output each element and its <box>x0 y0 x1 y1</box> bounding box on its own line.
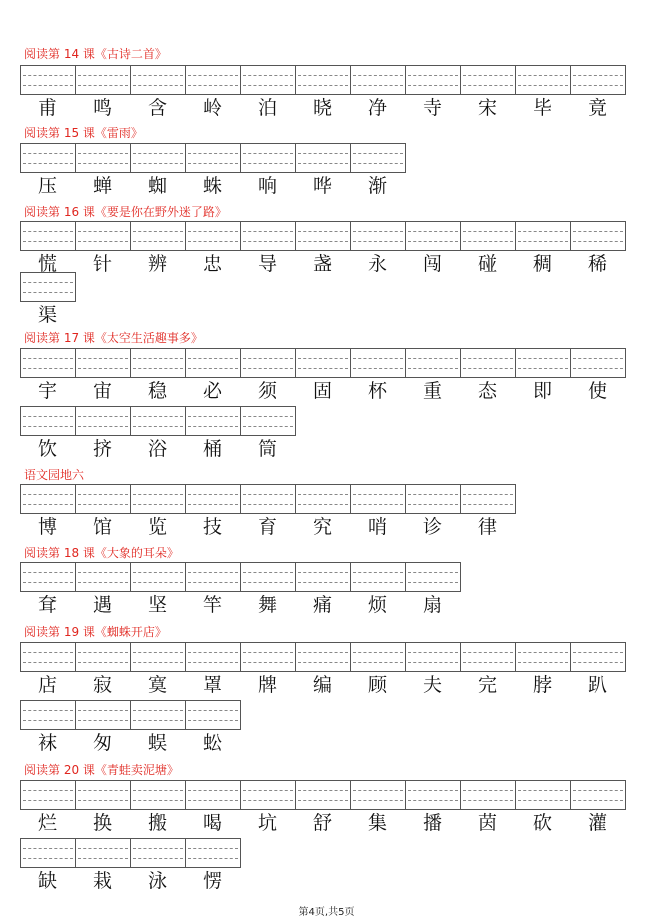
hanzi-character: 搬 <box>147 812 167 834</box>
writing-box[interactable] <box>130 348 186 378</box>
writing-box[interactable] <box>240 484 296 514</box>
writing-box[interactable] <box>130 642 186 672</box>
hanzi-character: 蚣 <box>202 732 222 754</box>
writing-box[interactable] <box>350 348 406 378</box>
hanzi-character: 浴 <box>147 438 167 460</box>
hanzi-character: 喝 <box>202 812 222 834</box>
hanzi-character: 泊 <box>257 97 277 119</box>
hanzi-character: 愣 <box>202 870 222 892</box>
writing-box[interactable] <box>20 562 76 592</box>
hanzi-character: 稳 <box>147 380 167 402</box>
writing-box[interactable] <box>350 65 406 95</box>
hanzi-character: 烂 <box>37 812 57 834</box>
writing-box[interactable] <box>240 221 296 251</box>
writing-box[interactable] <box>130 780 186 810</box>
writing-box[interactable] <box>20 700 76 730</box>
writing-box[interactable] <box>570 780 626 810</box>
writing-box[interactable] <box>20 221 76 251</box>
character-row <box>20 175 405 197</box>
hanzi-character: 烦 <box>367 594 387 616</box>
hanzi-character: 渠 <box>37 304 57 326</box>
hanzi-character: 袜 <box>37 732 57 754</box>
hanzi-character: 哨 <box>367 516 387 538</box>
hanzi-character: 扇 <box>422 594 442 616</box>
hanzi-character: 编 <box>312 674 332 696</box>
writing-box[interactable] <box>130 221 186 251</box>
writing-box[interactable] <box>515 65 571 95</box>
hanzi-character: 甫 <box>37 97 57 119</box>
writing-box[interactable] <box>75 143 131 173</box>
writing-box[interactable] <box>75 406 131 436</box>
hanzi-character: 净 <box>367 97 387 119</box>
hanzi-character: 碰 <box>477 253 497 275</box>
hanzi-character: 针 <box>92 253 112 275</box>
writing-box[interactable] <box>75 642 131 672</box>
writing-box[interactable] <box>240 143 296 173</box>
writing-box[interactable] <box>295 348 351 378</box>
hanzi-character: 牌 <box>257 674 277 696</box>
hanzi-character: 毕 <box>532 97 552 119</box>
writing-grid-row <box>20 700 240 730</box>
writing-box[interactable] <box>185 700 241 730</box>
writing-box[interactable] <box>405 484 461 514</box>
writing-box[interactable] <box>570 221 626 251</box>
hanzi-character: 宋 <box>477 97 497 119</box>
lesson-title: 阅读第 16 课《要是你在野外迷了路》 <box>24 205 227 219</box>
character-row <box>20 253 625 275</box>
writing-box[interactable] <box>350 562 406 592</box>
writing-box[interactable] <box>185 65 241 95</box>
hanzi-character: 盏 <box>312 253 332 275</box>
hanzi-character: 竟 <box>587 97 607 119</box>
lesson-title: 阅读第 17 课《太空生活趣事多》 <box>24 331 203 345</box>
writing-box[interactable] <box>295 562 351 592</box>
writing-box[interactable] <box>515 642 571 672</box>
writing-box[interactable] <box>185 221 241 251</box>
writing-box[interactable] <box>460 221 516 251</box>
writing-box[interactable] <box>20 65 76 95</box>
writing-box[interactable] <box>295 780 351 810</box>
writing-grid-row <box>20 143 405 173</box>
writing-box[interactable] <box>185 642 241 672</box>
writing-grid-row <box>20 348 625 378</box>
hanzi-character: 匆 <box>92 732 112 754</box>
writing-box[interactable] <box>185 838 241 868</box>
writing-grid-row <box>20 780 625 810</box>
writing-grid-row <box>20 642 625 672</box>
character-row <box>20 674 625 696</box>
writing-box[interactable] <box>240 642 296 672</box>
hanzi-character: 蛛 <box>202 175 222 197</box>
hanzi-character: 完 <box>477 674 497 696</box>
writing-box[interactable] <box>350 642 406 672</box>
writing-box[interactable] <box>75 348 131 378</box>
hanzi-character: 脖 <box>532 674 552 696</box>
writing-grid-row <box>20 484 515 514</box>
writing-box[interactable] <box>295 65 351 95</box>
writing-grid-row <box>20 65 625 95</box>
hanzi-character: 律 <box>477 516 497 538</box>
writing-box[interactable] <box>20 642 76 672</box>
writing-box[interactable] <box>240 348 296 378</box>
writing-box[interactable] <box>570 348 626 378</box>
hanzi-character: 遇 <box>92 594 112 616</box>
character-row <box>20 438 295 460</box>
writing-box[interactable] <box>350 143 406 173</box>
writing-box[interactable] <box>405 348 461 378</box>
writing-box[interactable] <box>75 838 131 868</box>
hanzi-character: 诊 <box>422 516 442 538</box>
hanzi-character: 固 <box>312 380 332 402</box>
character-row <box>20 97 625 119</box>
writing-box[interactable] <box>515 348 571 378</box>
hanzi-character: 坑 <box>257 812 277 834</box>
writing-box[interactable] <box>20 838 76 868</box>
hanzi-character: 技 <box>202 516 222 538</box>
hanzi-character: 慌 <box>37 253 57 275</box>
hanzi-character: 响 <box>257 175 277 197</box>
hanzi-character: 宙 <box>92 380 112 402</box>
page-footer: 第4页,共5页 <box>298 907 355 918</box>
writing-box[interactable] <box>240 562 296 592</box>
writing-box[interactable] <box>570 642 626 672</box>
hanzi-character: 换 <box>92 812 112 834</box>
writing-box[interactable] <box>185 348 241 378</box>
hanzi-character: 究 <box>312 516 332 538</box>
writing-box[interactable] <box>20 780 76 810</box>
writing-box[interactable] <box>185 406 241 436</box>
hanzi-character: 辨 <box>147 253 167 275</box>
hanzi-character: 栽 <box>92 870 112 892</box>
hanzi-character: 岭 <box>202 97 222 119</box>
writing-box[interactable] <box>185 484 241 514</box>
hanzi-character: 导 <box>257 253 277 275</box>
writing-box[interactable] <box>570 65 626 95</box>
lesson-title: 阅读第 18 课《大象的耳朵》 <box>24 546 179 560</box>
hanzi-character: 寞 <box>147 674 167 696</box>
writing-box[interactable] <box>130 838 186 868</box>
lesson-title: 阅读第 20 课《青蛙卖泥塘》 <box>24 763 179 777</box>
writing-box[interactable] <box>350 780 406 810</box>
hanzi-character: 夫 <box>422 674 442 696</box>
hanzi-character: 须 <box>257 380 277 402</box>
hanzi-character: 舒 <box>312 812 332 834</box>
hanzi-character: 缺 <box>37 870 57 892</box>
hanzi-character: 稠 <box>532 253 552 275</box>
character-row <box>20 380 625 402</box>
writing-box[interactable] <box>75 484 131 514</box>
writing-box[interactable] <box>460 348 516 378</box>
writing-grid-row <box>20 838 240 868</box>
hanzi-character: 泳 <box>147 870 167 892</box>
writing-box[interactable] <box>20 143 76 173</box>
hanzi-character: 杯 <box>367 380 387 402</box>
hanzi-character: 压 <box>37 175 57 197</box>
lesson-title: 阅读第 15 课《雷雨》 <box>24 126 143 140</box>
writing-box[interactable] <box>350 484 406 514</box>
character-row <box>20 732 240 754</box>
hanzi-character: 播 <box>422 812 442 834</box>
writing-box[interactable] <box>75 65 131 95</box>
writing-box[interactable] <box>185 562 241 592</box>
writing-box[interactable] <box>240 780 296 810</box>
hanzi-character: 蜘 <box>147 175 167 197</box>
writing-box[interactable] <box>130 143 186 173</box>
writing-box[interactable] <box>350 221 406 251</box>
writing-box[interactable] <box>75 780 131 810</box>
writing-box[interactable] <box>130 562 186 592</box>
writing-box[interactable] <box>405 642 461 672</box>
hanzi-character: 闯 <box>422 253 442 275</box>
hanzi-character: 顾 <box>367 674 387 696</box>
writing-box[interactable] <box>295 221 351 251</box>
writing-box[interactable] <box>240 65 296 95</box>
hanzi-character: 晓 <box>312 97 332 119</box>
writing-grid-row <box>20 562 460 592</box>
hanzi-character: 览 <box>147 516 167 538</box>
writing-box[interactable] <box>460 780 516 810</box>
writing-box[interactable] <box>130 65 186 95</box>
hanzi-character: 稀 <box>587 253 607 275</box>
hanzi-character: 博 <box>37 516 57 538</box>
writing-box[interactable] <box>20 484 76 514</box>
hanzi-character: 渐 <box>367 175 387 197</box>
lesson-title: 语文园地六 <box>24 468 85 482</box>
hanzi-character: 态 <box>477 380 497 402</box>
writing-grid-row <box>20 272 75 302</box>
hanzi-character: 鸣 <box>92 97 112 119</box>
writing-box[interactable] <box>515 780 571 810</box>
writing-box[interactable] <box>405 562 461 592</box>
hanzi-character: 蜈 <box>147 732 167 754</box>
character-row <box>20 516 515 538</box>
writing-box[interactable] <box>295 143 351 173</box>
writing-grid-row <box>20 406 295 436</box>
hanzi-character: 馆 <box>92 516 112 538</box>
hanzi-character: 耷 <box>37 594 57 616</box>
hanzi-character: 饮 <box>37 438 57 460</box>
writing-box[interactable] <box>20 348 76 378</box>
writing-box[interactable] <box>130 700 186 730</box>
hanzi-character: 含 <box>147 97 167 119</box>
writing-box[interactable] <box>185 143 241 173</box>
character-row <box>20 812 625 834</box>
writing-box[interactable] <box>130 406 186 436</box>
writing-box[interactable] <box>240 406 296 436</box>
hanzi-character: 茵 <box>477 812 497 834</box>
hanzi-character: 忠 <box>202 253 222 275</box>
writing-box[interactable] <box>405 65 461 95</box>
hanzi-character: 舞 <box>257 594 277 616</box>
hanzi-character: 哗 <box>312 175 332 197</box>
hanzi-character: 即 <box>532 380 552 402</box>
hanzi-character: 集 <box>367 812 387 834</box>
hanzi-character: 蝉 <box>92 175 112 197</box>
hanzi-character: 寺 <box>422 97 442 119</box>
hanzi-character: 坚 <box>147 594 167 616</box>
writing-box[interactable] <box>515 221 571 251</box>
writing-box[interactable] <box>185 780 241 810</box>
hanzi-character: 宇 <box>37 380 57 402</box>
lesson-title: 阅读第 19 课《蜘蛛开店》 <box>24 625 167 639</box>
writing-box[interactable] <box>460 484 516 514</box>
writing-box[interactable] <box>75 221 131 251</box>
hanzi-character: 痛 <box>312 594 332 616</box>
writing-box[interactable] <box>20 272 76 302</box>
writing-box[interactable] <box>75 700 131 730</box>
writing-box[interactable] <box>20 406 76 436</box>
hanzi-character: 永 <box>367 253 387 275</box>
hanzi-character: 灌 <box>587 812 607 834</box>
character-row <box>20 870 240 892</box>
hanzi-character: 使 <box>587 380 607 402</box>
hanzi-character: 竿 <box>202 594 222 616</box>
writing-box[interactable] <box>460 65 516 95</box>
hanzi-character: 店 <box>37 674 57 696</box>
hanzi-character: 重 <box>422 380 442 402</box>
writing-box[interactable] <box>295 642 351 672</box>
hanzi-character: 必 <box>202 380 222 402</box>
hanzi-character: 砍 <box>532 812 552 834</box>
writing-box[interactable] <box>75 562 131 592</box>
hanzi-character: 桶 <box>202 438 222 460</box>
writing-box[interactable] <box>405 221 461 251</box>
writing-box[interactable] <box>460 642 516 672</box>
character-row <box>20 594 460 616</box>
hanzi-character: 育 <box>257 516 277 538</box>
character-row <box>20 304 75 326</box>
writing-grid-row <box>20 221 625 251</box>
writing-box[interactable] <box>295 484 351 514</box>
hanzi-character: 筒 <box>257 438 277 460</box>
hanzi-character: 寂 <box>92 674 112 696</box>
hanzi-character: 罩 <box>202 674 222 696</box>
writing-box[interactable] <box>405 780 461 810</box>
hanzi-character: 挤 <box>92 438 112 460</box>
hanzi-character: 趴 <box>587 674 607 696</box>
lesson-title: 阅读第 14 课《古诗二首》 <box>24 47 167 61</box>
writing-box[interactable] <box>130 484 186 514</box>
